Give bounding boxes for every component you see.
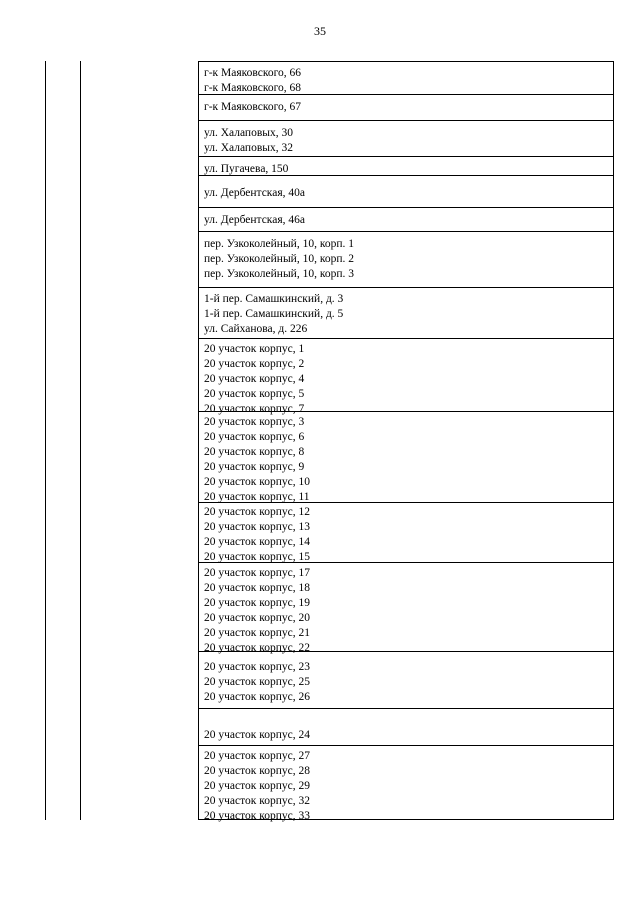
table-row — [198, 708, 614, 745]
address-line: ул. Сайханова, д. 226 — [204, 323, 308, 335]
address-line: 1-й пер. Самашкинский, д. 3 — [204, 293, 344, 305]
address-line: 20 участок корпус, 25 — [204, 676, 310, 688]
address-line: 20 участок корпус, 7 — [204, 403, 305, 415]
address-line: г-к Маяковского, 68 — [204, 82, 302, 94]
table-column-border-2 — [80, 61, 81, 820]
address-line: 20 участок корпус, 24 — [204, 729, 310, 741]
address-line: 20 участок корпус, 20 — [204, 612, 310, 624]
address-line: 20 участок корпус, 28 — [204, 765, 310, 777]
address-line: 20 участок корпус, 11 — [204, 491, 310, 503]
address-line: пер. Узкоколейный, 10, корп. 3 — [204, 268, 354, 280]
table-row — [198, 651, 614, 708]
address-line: 20 участок корпус, 17 — [204, 567, 310, 579]
address-line: 20 участок корпус, 29 — [204, 780, 310, 792]
address-line: 20 участок корпус, 6 — [204, 431, 305, 443]
address-line: ул. Дербентская, 40а — [204, 187, 305, 199]
address-line: ул. Халаповых, 30 — [204, 127, 293, 139]
table-row — [198, 61, 614, 94]
table-column-border-1 — [45, 61, 46, 820]
address-line: 20 участок корпус, 23 — [204, 661, 310, 673]
address-line: 20 участок корпус, 19 — [204, 597, 310, 609]
address-line: 20 участок корпус, 13 — [204, 521, 310, 533]
address-line: 20 участок корпус, 9 — [204, 461, 305, 473]
table-row — [198, 562, 614, 654]
address-table — [45, 61, 614, 822]
table-row — [198, 502, 614, 562]
address-line: 20 участок корпус, 22 — [204, 642, 310, 654]
table-row — [198, 120, 614, 156]
address-line: 20 участок корпус, 32 — [204, 795, 310, 807]
address-line: г-к Маяковского, 66 — [204, 67, 302, 79]
address-line: 20 участок корпус, 10 — [204, 476, 310, 488]
address-line: 20 участок корпус, 5 — [204, 388, 305, 400]
table-row — [198, 231, 614, 287]
table-row — [198, 745, 614, 820]
address-line: 20 участок корпус, 4 — [204, 373, 305, 385]
address-line: 20 участок корпус, 1 — [204, 343, 305, 355]
page-number: 35 — [314, 24, 326, 38]
address-line: ул. Пугачева, 150 — [204, 163, 289, 175]
address-line: 20 участок корпус, 14 — [204, 536, 310, 548]
address-line: пер. Узкоколейный, 10, корп. 2 — [204, 253, 354, 265]
table-row — [198, 287, 614, 338]
address-line: 20 участок корпус, 2 — [204, 358, 305, 370]
address-line: ул. Дербентская, 46а — [204, 214, 305, 226]
table-row — [198, 175, 614, 207]
table-row — [198, 338, 614, 415]
address-line: 20 участок корпус, 15 — [204, 551, 310, 563]
address-line: 20 участок корпус, 12 — [204, 506, 310, 518]
address-line: 20 участок корпус, 26 — [204, 691, 310, 703]
address-line: 1-й пер. Самашкинский, д. 5 — [204, 308, 344, 320]
address-line: 20 участок корпус, 3 — [204, 416, 305, 428]
address-line: 20 участок корпус, 21 — [204, 627, 310, 639]
address-line: г-к Маяковского, 67 — [204, 101, 302, 113]
address-line: 20 участок корпус, 18 — [204, 582, 310, 594]
address-line: 20 участок корпус, 33 — [204, 810, 310, 822]
address-line: ул. Халаповых, 32 — [204, 142, 293, 154]
table-row — [198, 411, 614, 502]
address-line: пер. Узкоколейный, 10, корп. 1 — [204, 238, 354, 250]
address-line: 20 участок корпус, 8 — [204, 446, 305, 458]
table-row — [198, 207, 614, 231]
table-row — [198, 156, 614, 175]
address-line: 20 участок корпус, 27 — [204, 750, 310, 762]
table-row — [198, 94, 614, 120]
